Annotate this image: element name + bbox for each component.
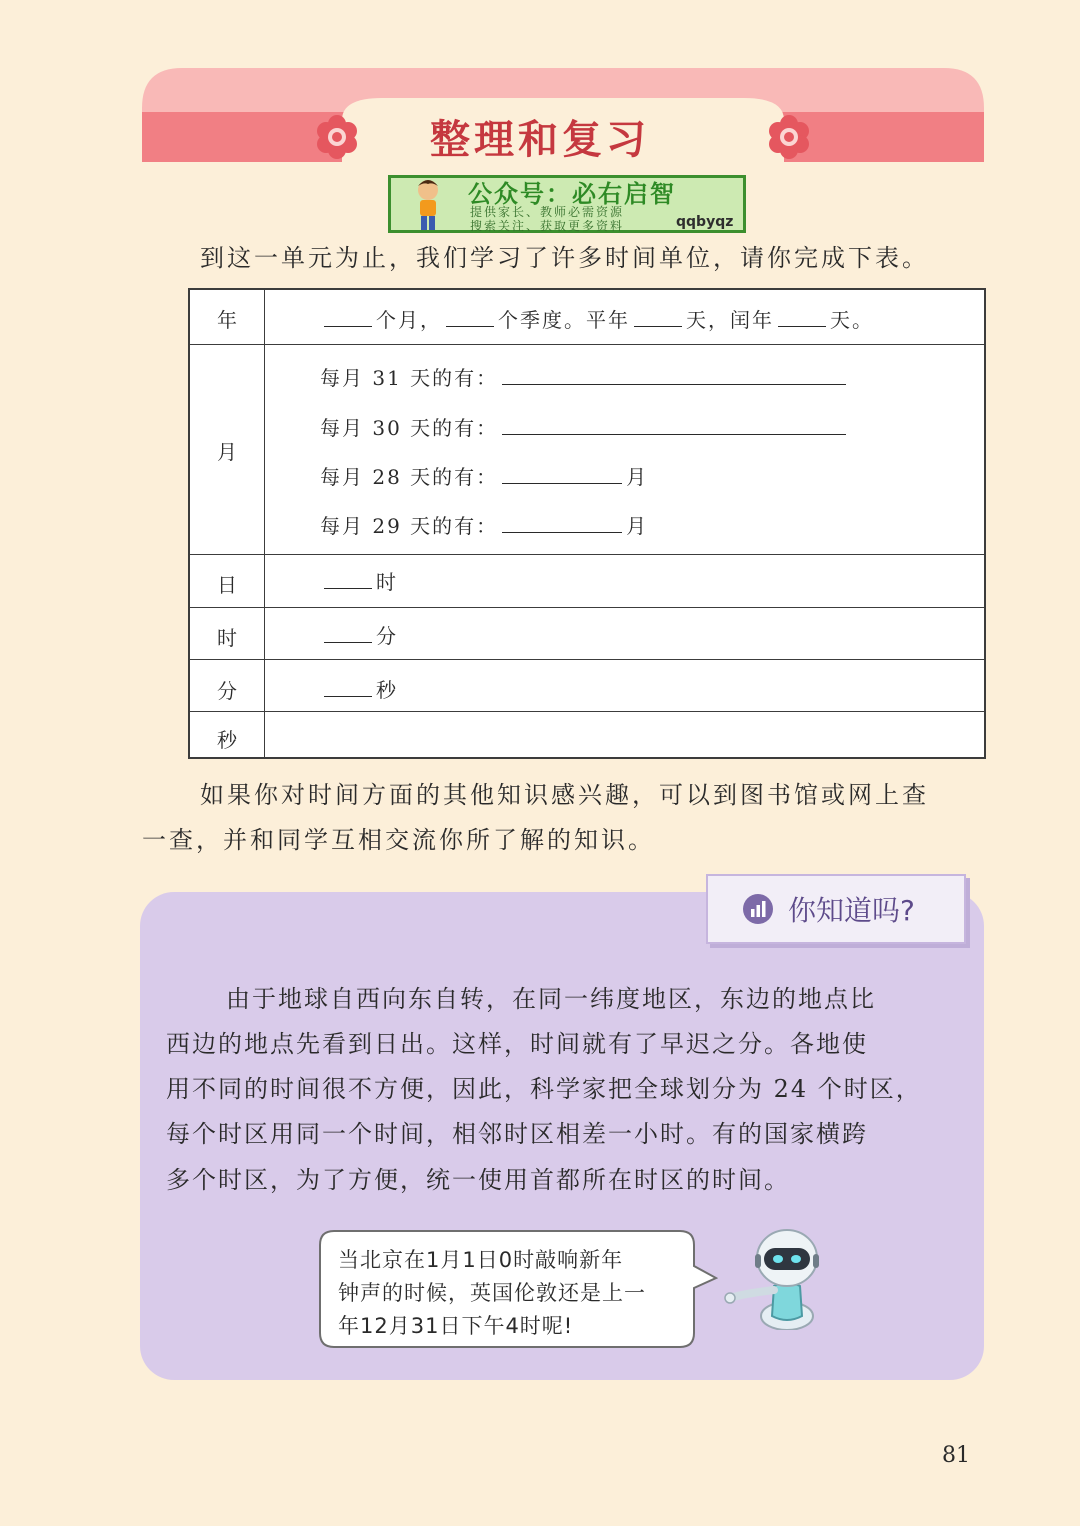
row-label-second: 秒 xyxy=(217,728,237,752)
did-you-know-title: 你知道吗? xyxy=(788,894,915,927)
fact-line-1: 由于地球自西向东自转，在同一纬度地区，东边的地点比 xyxy=(226,985,876,1013)
bubble-line-1: 当北京在1月1日0时敲响新年 xyxy=(338,1248,624,1272)
watermark-title: 公众号：必右启智 xyxy=(468,180,676,208)
blank-day-hours[interactable] xyxy=(324,568,372,589)
hour-row-content: 分 xyxy=(320,620,398,649)
blank-28-day-month[interactable] xyxy=(502,463,622,484)
fact-line-5: 多个时区，为了方便，统一使用首都所在时区的时间。 xyxy=(166,1166,790,1194)
blank-leap-year-days[interactable] xyxy=(778,306,826,327)
intro-text: 到这一单元为止，我们学习了许多时间单位，请你完成下表。 xyxy=(200,244,929,272)
bar-chart-icon xyxy=(742,893,774,925)
month-29-line: 每月 29 天的有： 月 xyxy=(320,514,649,538)
page-title: 整理和复习 xyxy=(430,116,650,163)
fact-line-4: 每个时区用同一个时间，相邻时区相差一小时。有的国家横跨 xyxy=(166,1120,868,1148)
robot-icon xyxy=(722,1224,826,1330)
row-label-month: 月 xyxy=(217,440,237,464)
fact-line-3: 用不同的时间很不方便，因此，科学家把全球划分为 24 个时区， xyxy=(166,1075,922,1103)
month-31-line: 每月 31 天的有： xyxy=(320,362,850,391)
fact-line-2: 西边的地点先看到日出。这样，时间就有了早迟之分。各地使 xyxy=(166,1030,868,1058)
row-label-day: 日 xyxy=(217,573,237,597)
cartoon-boy-icon xyxy=(408,178,448,232)
month-30-line: 每月 30 天的有： xyxy=(320,412,850,441)
blank-31-day-months[interactable] xyxy=(502,364,846,385)
outro-line-1: 如果你对时间方面的其他知识感兴趣，可以到图书馆或网上查 xyxy=(200,781,929,809)
row-label-year: 年 xyxy=(217,308,237,332)
page-number: 81 xyxy=(942,1443,970,1468)
blank-30-day-months[interactable] xyxy=(502,414,846,435)
month-28-line: 每月 28 天的有： 月 xyxy=(320,465,649,489)
minute-row-content: 秒 xyxy=(320,674,398,703)
day-row-content: 时 xyxy=(320,566,398,595)
blank-common-year-days[interactable] xyxy=(634,306,682,327)
row-label-minute: 分 xyxy=(217,679,237,703)
year-row-content: 个月， 个季度。平年 天，闰年 天。 xyxy=(320,304,874,333)
watermark-line-2: 搜索关注、获取更多资料 xyxy=(470,219,625,233)
watermark-code: qqbyqz xyxy=(676,214,734,230)
bubble-line-3: 年12月31日下午4时呢! xyxy=(338,1314,574,1338)
watermark-line-1: 提供家长、教师必需资源 xyxy=(470,205,625,219)
blank-months[interactable] xyxy=(324,306,372,327)
time-units-table xyxy=(188,288,986,759)
blank-29-day-month[interactable] xyxy=(502,512,622,533)
row-label-hour: 时 xyxy=(217,626,237,650)
blank-quarters[interactable] xyxy=(446,306,494,327)
outro-line-2: 一查，并和同学互相交流你所了解的知识。 xyxy=(142,826,655,854)
bubble-line-2: 钟声的时候，英国伦敦还是上一 xyxy=(338,1281,646,1305)
blank-minute-seconds[interactable] xyxy=(324,676,372,697)
blank-hour-minutes[interactable] xyxy=(324,622,372,643)
